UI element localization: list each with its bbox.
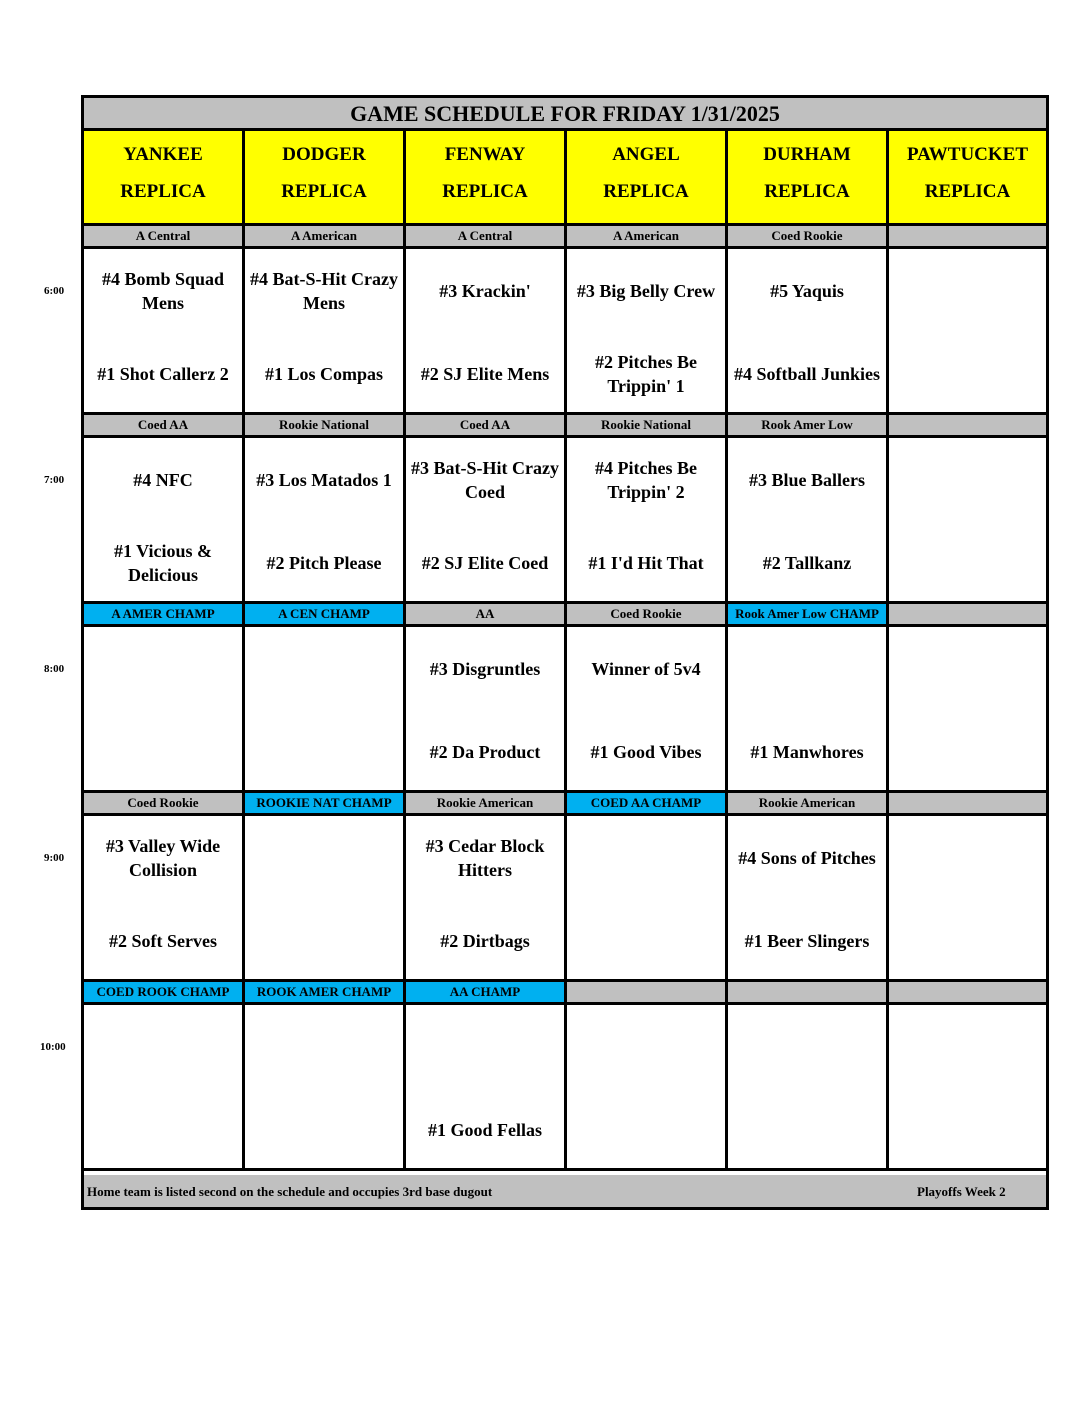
- division-label: [567, 982, 728, 1005]
- division-label: A American: [245, 226, 406, 249]
- home-team: [245, 724, 403, 780]
- time-label: 10:00: [40, 1041, 66, 1053]
- away-team: #3 Disgruntles: [429, 659, 541, 679]
- game-cell: [728, 1005, 889, 1171]
- game-cell: [567, 249, 728, 415]
- game-cell: [245, 627, 406, 793]
- away-team: #3 Krackin': [439, 281, 531, 301]
- game-cell: [567, 627, 728, 793]
- field-subtitle: REPLICA: [924, 181, 1011, 202]
- away-team: [84, 641, 242, 697]
- away-team: [889, 452, 1046, 508]
- division-label: Coed Rookie: [84, 793, 245, 816]
- home-team: #2 Dirtbags: [440, 931, 530, 951]
- schedule-footer: [84, 1175, 1046, 1207]
- game-cell: [728, 816, 889, 982]
- field-name: FENWAY: [444, 144, 526, 165]
- game-cell: [406, 627, 567, 793]
- away-team: [245, 641, 403, 697]
- away-team: #3 Big Belly Crew: [576, 281, 716, 301]
- away-team: [567, 830, 725, 886]
- division-label: Rookie American: [728, 793, 889, 816]
- division-label: A AMER CHAMP: [84, 604, 245, 627]
- game-cell: [889, 438, 1046, 604]
- away-team: [84, 1019, 242, 1075]
- game-cell: [406, 438, 567, 604]
- game-cell: [84, 438, 245, 604]
- away-team: [889, 830, 1046, 886]
- division-label: Coed AA: [84, 415, 245, 438]
- division-label: COED AA CHAMP: [567, 793, 728, 816]
- home-team: [245, 1102, 403, 1158]
- field-name: DURHAM: [763, 144, 851, 165]
- game-cell: [567, 438, 728, 604]
- away-team: #4 Bomb Squad Mens: [101, 269, 225, 313]
- home-team: #2 SJ Elite Mens: [420, 364, 550, 384]
- division-label: [889, 793, 1046, 816]
- schedule-title: GAME SCHEDULE FOR FRIDAY 1/31/2025: [84, 98, 1046, 131]
- game-cell: [728, 249, 889, 415]
- division-label: Rookie American: [406, 793, 567, 816]
- division-label: A CEN CHAMP: [245, 604, 406, 627]
- home-team: #1 Vicious & Delicious: [113, 541, 212, 585]
- game-cell: [889, 249, 1046, 415]
- home-team: [889, 535, 1046, 591]
- field-subtitle: REPLICA: [764, 181, 850, 202]
- away-team: [406, 1019, 564, 1075]
- home-team: [84, 724, 242, 780]
- field-header-durham: [728, 131, 889, 226]
- division-label: A Central: [84, 226, 245, 249]
- home-team: #1 Manwhores: [750, 742, 864, 762]
- home-team: [245, 913, 403, 969]
- home-team: [889, 346, 1046, 402]
- field-name: DODGER: [282, 144, 366, 165]
- away-team: [728, 1019, 886, 1075]
- away-team: [245, 1019, 403, 1075]
- field-subtitle: REPLICA: [281, 181, 367, 202]
- time-column: [0, 0, 82, 1408]
- division-label: Coed AA: [406, 415, 567, 438]
- away-team: Winner of 5v4: [591, 659, 701, 679]
- time-label: 9:00: [44, 852, 65, 864]
- division-label: [889, 226, 1046, 249]
- game-cell: [406, 249, 567, 415]
- game-cell: [889, 816, 1046, 982]
- away-team: #3 Cedar Block Hitters: [425, 836, 545, 880]
- division-label: Rook Amer Low: [728, 415, 889, 438]
- game-cell: [245, 816, 406, 982]
- division-label: [728, 982, 889, 1005]
- game-cell: [84, 627, 245, 793]
- game-cell: [889, 627, 1046, 793]
- away-team: #4 NFC: [133, 470, 193, 490]
- home-team: #1 Good Vibes: [590, 742, 702, 762]
- game-cell: [406, 1005, 567, 1171]
- game-cell: [245, 249, 406, 415]
- game-cell: [84, 249, 245, 415]
- division-label: AA: [406, 604, 567, 627]
- away-team: [889, 263, 1046, 319]
- away-team: #4 Sons of Pitches: [738, 848, 876, 868]
- field-subtitle: REPLICA: [442, 181, 528, 202]
- home-team: #1 Beer Slingers: [744, 931, 870, 951]
- division-label: AA CHAMP: [406, 982, 567, 1005]
- home-team: #1 Shot Callerz 2: [97, 364, 229, 384]
- game-cell: [728, 438, 889, 604]
- time-label: 8:00: [44, 663, 65, 675]
- division-label: [889, 982, 1046, 1005]
- home-team: #2 Tallkanz: [762, 553, 852, 573]
- home-team: #2 SJ Elite Coed: [421, 553, 549, 573]
- home-team: [567, 913, 725, 969]
- home-team: #2 Soft Serves: [109, 931, 217, 951]
- away-team: #5 Yaquis: [770, 281, 844, 301]
- field-header-pawtucket: [889, 131, 1046, 226]
- away-team: [567, 1019, 725, 1075]
- playoffs-week-label: Playoffs Week 2: [917, 1184, 1006, 1199]
- home-team: [889, 1102, 1046, 1158]
- home-team: #1 Good Fellas: [427, 1120, 542, 1140]
- game-cell: [728, 627, 889, 793]
- home-team-note: Home team is listed second on the schedule and occupies 3rd base dugout: [87, 1184, 493, 1199]
- home-team: [889, 913, 1046, 969]
- division-label: [889, 415, 1046, 438]
- home-team: #2 Pitches Be Trippin' 1: [595, 352, 697, 396]
- home-team: [889, 724, 1046, 780]
- home-team: #4 Softball Junkies: [733, 364, 881, 384]
- away-team: #3 Bat-S-Hit Crazy Coed: [411, 458, 559, 502]
- division-label: [889, 604, 1046, 627]
- division-label: ROOKIE NAT CHAMP: [245, 793, 406, 816]
- division-label: Rookie National: [567, 415, 728, 438]
- game-cell: [84, 816, 245, 982]
- division-label: Coed Rookie: [567, 604, 728, 627]
- field-subtitle: REPLICA: [120, 181, 206, 202]
- division-label: ROOK AMER CHAMP: [245, 982, 406, 1005]
- home-team: #2 Pitch Please: [266, 553, 382, 573]
- division-label: A American: [567, 226, 728, 249]
- away-team: [889, 641, 1046, 697]
- away-team: [728, 641, 886, 697]
- game-cell: [406, 816, 567, 982]
- field-subtitle: REPLICA: [603, 181, 689, 202]
- home-team: #2 Da Product: [429, 742, 541, 762]
- field-header-dodger: [245, 131, 406, 226]
- game-cell: [84, 1005, 245, 1171]
- away-team: #3 Valley Wide Collision: [105, 836, 221, 880]
- home-team: #1 Los Compas: [264, 364, 384, 384]
- home-team: [728, 1102, 886, 1158]
- division-label: Rookie National: [245, 415, 406, 438]
- time-label: 7:00: [44, 474, 65, 486]
- field-name: YANKEE: [123, 144, 203, 165]
- away-team: [889, 1019, 1046, 1075]
- time-label: 6:00: [44, 285, 65, 297]
- field-header-yankee: [84, 131, 245, 226]
- home-team: [567, 1102, 725, 1158]
- division-label: Coed Rookie: [728, 226, 889, 249]
- away-team: #3 Blue Ballers: [749, 470, 865, 490]
- game-cell: [889, 1005, 1046, 1171]
- division-label: Rook Amer Low CHAMP: [728, 604, 889, 627]
- field-name: ANGEL: [612, 144, 680, 165]
- division-label: A Central: [406, 226, 567, 249]
- game-cell: [245, 438, 406, 604]
- away-team: #4 Bat-S-Hit Crazy Mens: [250, 269, 398, 313]
- away-team: #4 Pitches Be Trippin' 2: [595, 458, 697, 502]
- home-team: #1 I'd Hit That: [588, 553, 704, 573]
- game-cell: [567, 1005, 728, 1171]
- field-name: PAWTUCKET: [906, 144, 1029, 165]
- field-header-fenway: [406, 131, 567, 226]
- game-cell: [245, 1005, 406, 1171]
- away-team: [245, 830, 403, 886]
- schedule-table: [81, 95, 1049, 1210]
- division-label: COED ROOK CHAMP: [84, 982, 245, 1005]
- home-team: [84, 1102, 242, 1158]
- away-team: #3 Los Matados 1: [256, 470, 392, 490]
- game-cell: [567, 816, 728, 982]
- field-header-angel: [567, 131, 728, 226]
